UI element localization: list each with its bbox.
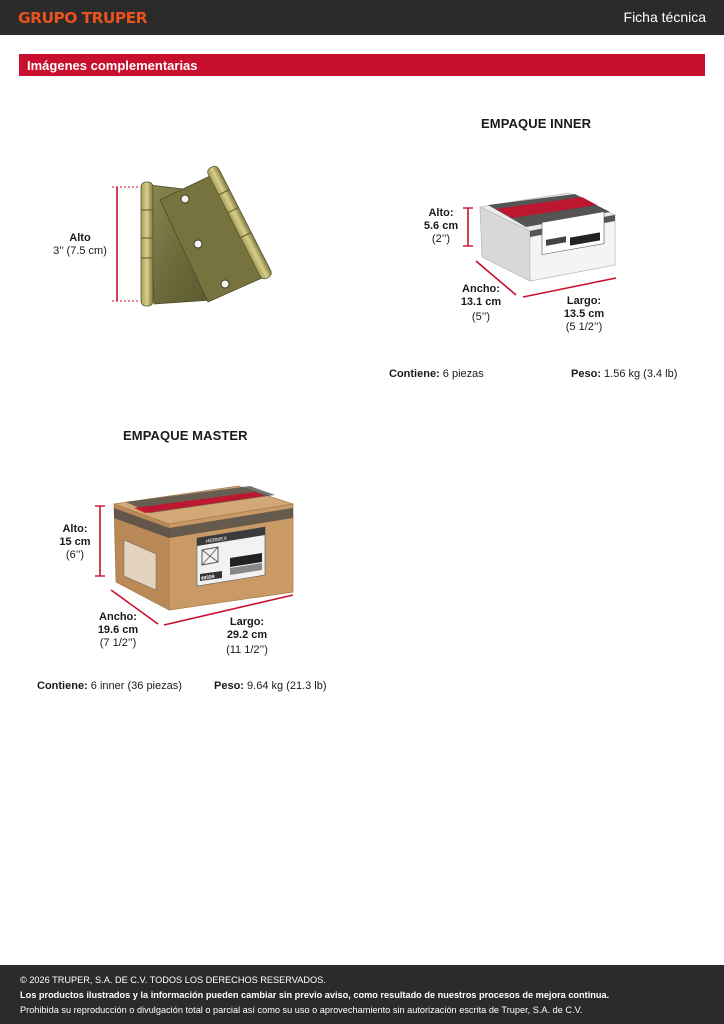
master-width-cm: 19.6 cm bbox=[97, 624, 139, 636]
inner-weight bbox=[571, 368, 677, 380]
master-box-code: 49599 bbox=[200, 573, 216, 582]
section-header bbox=[19, 54, 705, 76]
document-type: Ficha técnica bbox=[623, 9, 706, 25]
master-weight bbox=[214, 680, 327, 692]
inner-width-label bbox=[455, 283, 507, 324]
master-width-label bbox=[90, 611, 146, 650]
master-box-brand: HERMEX bbox=[205, 535, 228, 545]
top-bar bbox=[0, 0, 724, 35]
inner-width-title: Ancho: bbox=[462, 283, 500, 295]
product-height-value: 3’’ (7.5 cm) bbox=[53, 245, 107, 257]
inner-length-title: Largo: bbox=[566, 295, 602, 307]
inner-length-cm: 13.5 cm bbox=[563, 308, 605, 320]
inner-contents bbox=[389, 368, 484, 380]
master-height-label bbox=[50, 523, 100, 562]
inner-contents-label: Contiene: bbox=[389, 368, 440, 380]
inner-width-in: (5’’) bbox=[471, 311, 491, 323]
master-length-cm: 29.2 cm bbox=[226, 629, 268, 641]
master-package-title: EMPAQUE MASTER bbox=[123, 428, 248, 443]
master-weight-label: Peso: bbox=[214, 680, 244, 692]
master-weight-value: 9.64 kg (21.3 lb) bbox=[247, 680, 327, 692]
master-width-in: (7 1/2’’) bbox=[99, 637, 137, 649]
footer bbox=[0, 965, 724, 1024]
master-width-title: Ancho: bbox=[99, 611, 137, 623]
inner-height-cm: 5.6 cm bbox=[423, 220, 459, 232]
brand-logo: GRUPO TRUPER bbox=[18, 9, 147, 27]
section-title: Imágenes complementarias bbox=[27, 58, 198, 73]
inner-height-label bbox=[415, 207, 467, 246]
inner-width-cm: 13.1 cm bbox=[460, 296, 502, 308]
footer-notice: Los productos ilustrados y la información pueden cambiar sin previo aviso, como resultado de nuestros procesos de mejora continua. bbox=[20, 990, 610, 1000]
inner-height-title: Alto: bbox=[428, 207, 454, 219]
master-length-label bbox=[217, 616, 277, 657]
hinge-image bbox=[110, 160, 280, 315]
master-contents-label: Contiene: bbox=[37, 680, 88, 692]
master-contents-value: 6 inner (36 piezas) bbox=[90, 680, 182, 692]
inner-weight-value: 1.56 kg (3.4 lb) bbox=[604, 368, 678, 380]
product-height-title: Alto bbox=[69, 232, 91, 244]
master-length-in: (11 1/2’’) bbox=[226, 644, 268, 656]
inner-contents-value: 6 piezas bbox=[442, 368, 484, 380]
inner-length-in: (5 1/2’’) bbox=[565, 321, 603, 333]
master-height-in: (6’’) bbox=[65, 549, 85, 561]
master-box-image bbox=[90, 478, 305, 628]
product-height-label bbox=[40, 232, 120, 258]
inner-weight-label: Peso: bbox=[571, 368, 601, 380]
inner-package-title: EMPAQUE INNER bbox=[481, 116, 592, 131]
master-height-cm: 15 cm bbox=[59, 536, 91, 548]
master-contents bbox=[37, 680, 182, 692]
footer-copyright: © 2026 TRUPER, S.A. DE C.V. TODOS LOS DERECHOS RESERVADOS. bbox=[20, 975, 326, 985]
master-length-title: Largo: bbox=[229, 616, 265, 628]
footer-prohibition: Prohibida su reproducción o divulgación total o parcial así como su uso o aprovechamiento sin autorización escrita de Truper, S.A. de C.V. bbox=[20, 1005, 583, 1015]
inner-length-label bbox=[555, 295, 613, 334]
inner-height-in: (2’’) bbox=[431, 233, 451, 245]
master-height-title: Alto: bbox=[62, 523, 88, 535]
